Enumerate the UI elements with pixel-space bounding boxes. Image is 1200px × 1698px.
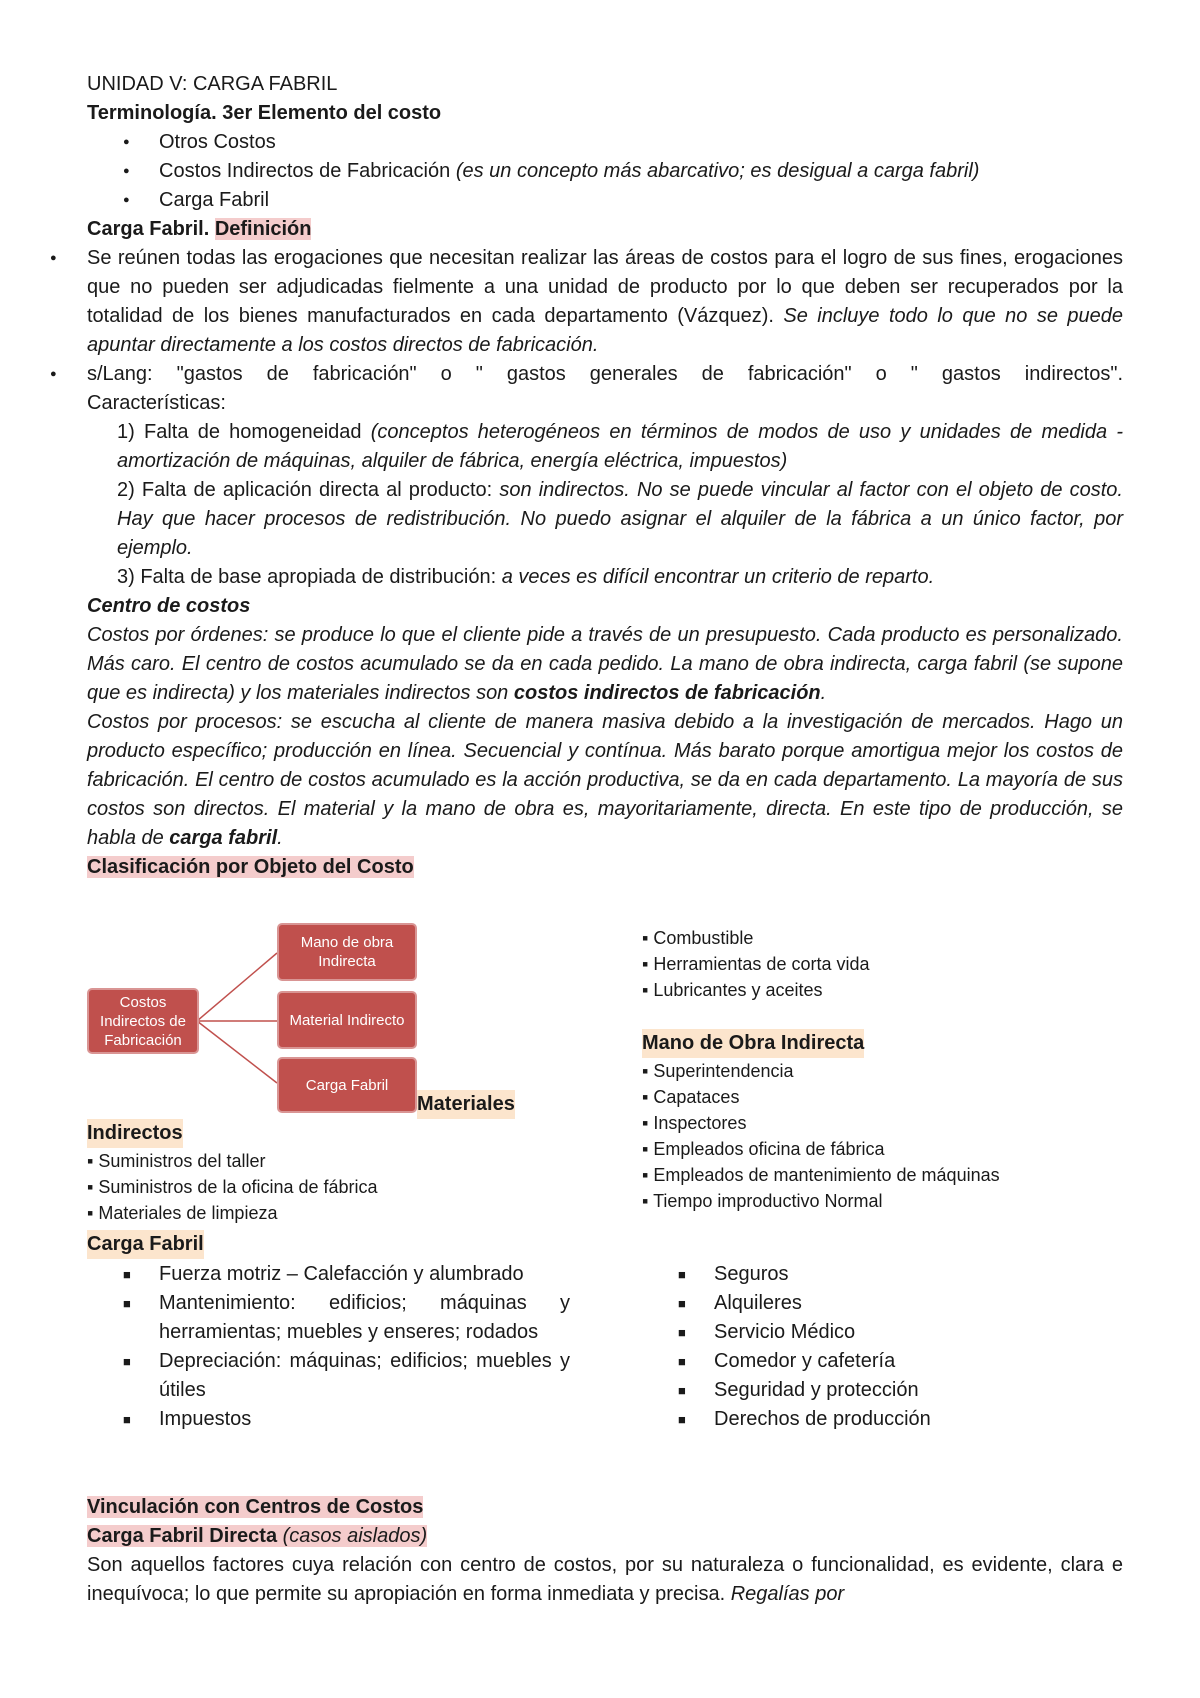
list-item: ▪ Suministros de la oficina de fábrica — [87, 1177, 378, 1197]
vinc-italic: Regalías por — [730, 1583, 845, 1605]
mano-obra-list — [642, 1058, 1122, 1214]
item-text: Superintendencia — [653, 1061, 794, 1081]
definition-p1-italic: Se incluye todo lo que no se puede apuntar directamente a los costos directos de fabricación. — [87, 305, 1123, 356]
item-text: Materiales de limpieza — [98, 1203, 278, 1223]
item-text: Inspectores — [653, 1113, 747, 1133]
caracteristica-3 — [87, 563, 1123, 592]
c3-text: 3) Falta de base apropiada de distribución: — [117, 566, 502, 588]
carga-heading-row — [87, 1230, 204, 1259]
clasificacion-heading-row — [87, 853, 1123, 882]
materiales-column — [87, 1119, 567, 1226]
caracteristica-1 — [87, 418, 1123, 476]
definition-paragraph-1 — [87, 244, 1123, 360]
c1-text: 1) Falta de homogeneidad — [117, 421, 371, 443]
list-item: ▪ Capataces — [642, 1087, 740, 1107]
list-item: ▪ Herramientas de corta vida — [642, 954, 870, 974]
definition-heading-a: Carga Fabril. — [87, 218, 215, 240]
costos-ordenes — [87, 621, 1123, 708]
ordenes-end: . — [820, 682, 827, 704]
centro-heading: Centro de costos — [87, 595, 251, 617]
definition-heading-b: Definición — [214, 218, 312, 240]
diagram-branch-material: Material Indirecto — [277, 991, 417, 1049]
definition-p1-text: Se reúnen todas las erogaciones que necesitan realizar las áreas de costos para el logro de sus fines, erogaciones que no pueden ser adjudicadas fielmente a una unidad de producto por lo que deben ser recuperados por la totalidad de los bienes manufacturados en cada departamento (Vázquez). — [87, 247, 1123, 327]
list-item: ▪ Materiales de limpieza — [87, 1203, 278, 1223]
list-item: ▪ Inspectores — [642, 1113, 747, 1133]
vinculacion-section — [87, 1493, 1123, 1609]
item-text: Empleados oficina de fábrica — [653, 1139, 885, 1159]
item-text: Herramientas de corta vida — [653, 954, 870, 974]
list-item: ■ Servicio Médico — [642, 1318, 1122, 1347]
caracteristicas-label: Características: — [87, 392, 226, 414]
sub-bold: Carga Fabril Directa — [87, 1525, 283, 1547]
list-item: ■ Alquileres — [642, 1289, 1122, 1318]
sub-italic: (casos aislados) — [282, 1525, 428, 1547]
c2-text: 2) Falta de aplicación directa al producto: — [117, 479, 500, 501]
item-text: Suministros de la oficina de fábrica — [98, 1177, 378, 1197]
spacer — [642, 1003, 1122, 1029]
list-item — [87, 128, 1123, 157]
list-item: ■ Depreciación: máquinas; edificios; muebles y útiles — [87, 1347, 570, 1405]
diagram-branch-carga: Carga Fabril — [277, 1057, 417, 1113]
list-item: ■ Seguros — [642, 1260, 1122, 1289]
list-item: ▪ Empleados de mantenimiento de máquinas — [642, 1165, 1000, 1185]
materiales-list — [87, 1148, 567, 1226]
caracteristica-2 — [87, 476, 1123, 563]
list-item: ▪ Superintendencia — [642, 1061, 794, 1081]
carga-right-list — [642, 1260, 1122, 1434]
cost-diagram — [87, 923, 417, 1113]
item-text: Combustible — [653, 928, 754, 948]
list-item: ▪ Tiempo improductivo Normal — [642, 1191, 883, 1211]
vinculacion-heading-row — [87, 1493, 1123, 1522]
list-item: ▪ Combustible — [642, 928, 754, 948]
list-item: ■ Comedor y cafetería — [642, 1347, 1122, 1376]
item-text: Tiempo improductivo Normal — [653, 1191, 883, 1211]
carga-left-list — [87, 1260, 570, 1434]
list-item: ■ Impuestos — [87, 1405, 570, 1434]
clasificacion-heading: Clasificación por Objeto del Costo — [87, 856, 414, 878]
definition-heading — [87, 215, 1123, 244]
right-supplies-column — [642, 925, 1122, 1214]
item-text: Lubricantes y aceites — [653, 980, 823, 1000]
c3-italic: a veces es difícil encontrar un criterio de reparto. — [501, 566, 935, 588]
terminology-heading: Terminología. 3er Elemento del costo — [87, 102, 442, 124]
diagram-root-box: Costos Indirectos de Fabricación — [87, 988, 199, 1054]
item-text: Capataces — [653, 1087, 740, 1107]
connector-line — [197, 1021, 277, 1083]
list-item: ■ Seguridad y protección — [642, 1376, 1122, 1405]
vinculacion-text — [87, 1551, 1123, 1609]
terms-list — [87, 128, 1123, 215]
term-text: Carga Fabril — [159, 189, 270, 211]
carga-heading: Carga Fabril — [87, 1230, 204, 1259]
document-body — [87, 70, 1123, 882]
procesos-bold: carga fabril — [169, 827, 278, 849]
list-item — [87, 186, 1123, 215]
definition-paragraph-2: ● s/Lang: "gastos de fabricación" o " gastos generales de fabricación" o " gastos indirectos". — [87, 360, 1123, 389]
item-text: Empleados de mantenimiento de máquinas — [653, 1165, 1000, 1185]
list-item: ■ Fuerza motriz – Calefacción y alumbrado — [87, 1260, 570, 1289]
materiales-heading-b: Indirectos — [87, 1119, 183, 1148]
vinculacion-heading: Vinculación con Centros de Costos — [87, 1496, 424, 1518]
term-text: Otros Costos — [159, 131, 276, 153]
list-item: ▪ Empleados oficina de fábrica — [642, 1139, 885, 1159]
costos-procesos — [87, 708, 1123, 853]
term-text: Costos Indirectos de Fabricación — [159, 160, 456, 182]
connector-line — [197, 953, 277, 1021]
item-text: Suministros del taller — [98, 1151, 266, 1171]
list-item: ▪ Lubricantes y aceites — [642, 980, 823, 1000]
vinculacion-subheading — [87, 1522, 1123, 1551]
c1-italic: (conceptos heterogéneos en términos de modos de uso y unidades de medida - amortización de máquinas, alquiler de fábrica, energía eléctrica, impuestos) — [117, 421, 1123, 472]
unit-title: UNIDAD V: CARGA FABRIL — [87, 73, 338, 95]
materiales-heading-a: Materiales — [417, 1090, 515, 1119]
procesos-text: Costos por procesos: se escucha al cliente de manera masiva debido a la investigación de mercados. Hago un producto específico; producción en línea. Secuencial y contínua. Más barato porque amortigua mejor los costos de fabricación. El centro de costos acumulado es la acción productiva, se da en cada departamento. La mayoría de sus costos son directos. El material y la mano de obra es, mayoritariamente, directa. En este tipo de producción, se habla de — [87, 711, 1123, 849]
mano-obra-heading: Mano de Obra Indirecta — [642, 1029, 864, 1058]
list-item: ■ Derechos de producción — [642, 1405, 1122, 1434]
list-item: ▪ Suministros del taller — [87, 1151, 266, 1171]
c2-italic: son indirectos. No se puede vincular al factor con el objeto de costo. Hay que hacer procesos de redistribución. No puedo asignar el alquiler de la fábrica a un único factor, por ejemplo. — [117, 479, 1123, 559]
ordenes-text: Costos por órdenes: se produce lo que el cliente pide a través de un presupuesto. Cada producto es personalizado. Más caro. El centro de costos acumulado se da en cada pedido. La mano de obra indirecta, carga fabril (se supone que es indirecta) y los materiales indirectos son — [87, 624, 1123, 704]
vinc-text: Son aquellos factores cuya relación con centro de costos, por su naturaleza o funcionalidad, es evidente, clara e inequívoca; lo que permite su apropiación en forma inmediata y precisa. — [87, 1554, 1123, 1605]
ordenes-bold: costos indirectos de fabricación — [513, 682, 821, 704]
procesos-end: . — [277, 827, 283, 849]
list-item: ■ Mantenimiento: edificios; máquinas y herramientas; muebles y enseres; rodados — [87, 1289, 570, 1347]
diagram-branch-mano-obra: Mano de obra Indirecta — [277, 923, 417, 981]
term-note: (es un concepto más abarcativo; es desigual a carga fabril) — [455, 160, 980, 182]
list-item — [87, 157, 1123, 186]
